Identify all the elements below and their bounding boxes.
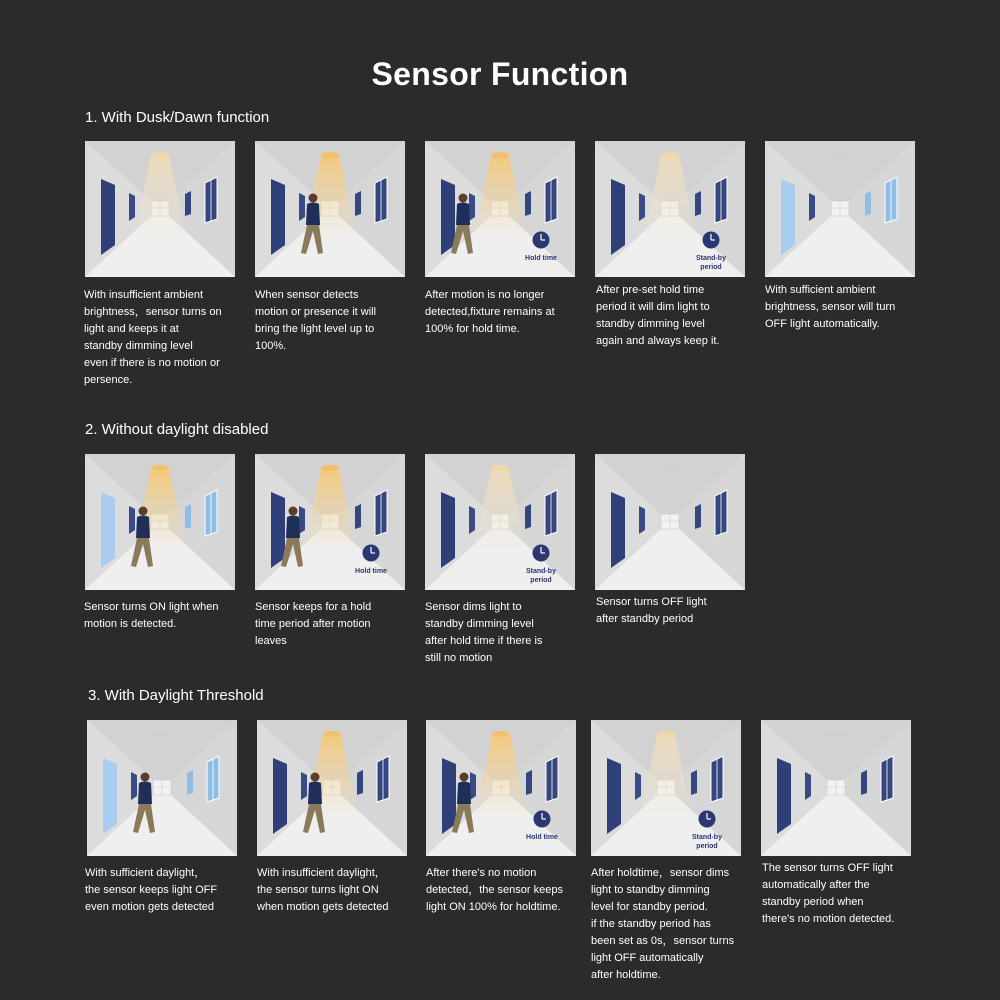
corridor-illustration	[257, 720, 407, 856]
panel-caption: After motion is no longer detected,fixture remains at 100% for hold time.	[425, 289, 555, 335]
section-heading-dusk-dawn: 1. With Dusk/Dawn function	[85, 109, 270, 126]
corridor-illustration	[87, 720, 237, 856]
corridor-illustration	[426, 720, 576, 856]
page-title: Sensor Function	[371, 56, 629, 92]
section-heading-daylight-threshold: 3. With Daylight Threshold	[88, 687, 264, 704]
section-heading-without-daylight: 2. Without daylight disabled	[85, 421, 269, 438]
corridor-illustration	[255, 141, 405, 277]
corridor-illustration	[255, 454, 405, 590]
panel-caption: Sensor turns OFF light after standby period	[596, 596, 707, 625]
panel-caption: Sensor keeps for a hold time period after motion leaves	[255, 601, 372, 647]
corridor-illustration	[595, 454, 745, 590]
svg-text:period: period	[530, 577, 552, 584]
panel-caption: Sensor dims light to standby dimming level after hold time if there is still no motion	[425, 601, 543, 664]
corridor-illustration	[85, 141, 235, 277]
panel-caption: After holdtime，sensor dims light to standby dimming level for standby period. if the standby period has been set as 0s，sensor turns light OFF automatically after holdtime.	[591, 867, 735, 981]
corridor-illustration	[425, 454, 575, 590]
corridor-illustration	[595, 141, 745, 277]
panel-caption: The sensor turns OFF light automatically after the standby period when there's no motion detected.	[762, 862, 895, 925]
svg-text:Hold time: Hold time	[355, 568, 387, 575]
panel-caption: After there's no motion detected，the sensor keeps light ON 100% for holdtime.	[426, 867, 563, 913]
panel-caption: With insufficient daylight， the sensor turns light ON when motion gets detected	[257, 867, 389, 913]
corridor-illustration	[425, 141, 575, 277]
svg-text:Stand-by: Stand-by	[696, 255, 726, 262]
corridor-illustration	[761, 720, 911, 856]
panel-caption: Sensor turns ON light when motion is detected.	[84, 601, 219, 630]
panel-caption: With sufficient daylight， the sensor keeps light OFF even motion gets detected	[85, 867, 218, 913]
svg-text:period: period	[700, 264, 722, 271]
panel-caption: With insufficient ambient brightness，sensor turns on light and keeps it at standby dimming level even if there is no motion or persence.	[84, 289, 222, 386]
panel-caption: After pre-set hold time period it will dim light to standby dimming level again and always keep it.	[596, 284, 720, 347]
panel-caption: When sensor detects motion or presence it will bring the light level up to 100%.	[255, 289, 377, 352]
corridor-illustration	[765, 141, 915, 277]
panel-caption: With sufficient ambient brightness, sensor will turn OFF light automatically.	[765, 284, 896, 330]
svg-text:Hold time: Hold time	[526, 834, 558, 841]
corridor-illustration	[85, 454, 235, 590]
svg-text:period: period	[696, 843, 718, 850]
corridor-illustration	[591, 720, 741, 856]
svg-text:Hold time: Hold time	[525, 255, 557, 262]
svg-text:Stand-by: Stand-by	[692, 834, 722, 841]
svg-text:Stand-by: Stand-by	[526, 568, 556, 575]
